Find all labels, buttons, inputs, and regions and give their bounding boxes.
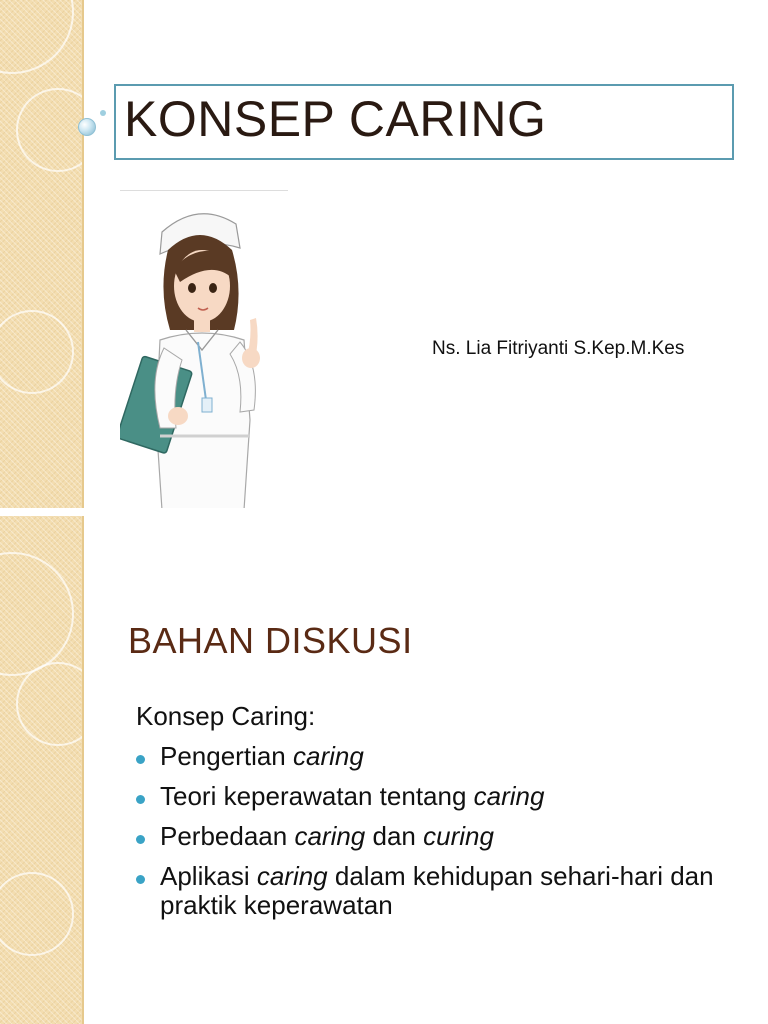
decorative-ring	[0, 872, 74, 956]
slide-title-text: KONSEP CARING	[124, 91, 547, 147]
nurse-illustration-icon	[120, 190, 290, 512]
slide-heading: BAHAN DISKUSI	[128, 620, 413, 661]
author-name: Ns. Lia Fitriyanti S.Kep.M.Kes	[432, 338, 685, 359]
decorative-ring	[0, 310, 74, 394]
title-box	[114, 84, 734, 160]
decorative-ring	[0, 552, 74, 676]
bubble-decoration-icon	[100, 110, 106, 116]
bullet-dot-icon	[136, 875, 145, 884]
decorative-sidebar	[0, 512, 84, 1024]
list-item: Teori keperawatan tentang caring	[136, 782, 736, 812]
decorative-ring	[0, 0, 74, 74]
decorative-ring	[16, 662, 100, 746]
list-item: Pengertian caring	[136, 742, 736, 772]
list-item: Aplikasi caring dalam kehidupan sehari-hari dan praktik keperawatan	[136, 862, 736, 922]
bullet-dot-icon	[136, 795, 145, 804]
content-body	[136, 702, 736, 931]
slide-separator	[0, 508, 768, 516]
decorative-sidebar	[0, 0, 84, 512]
bullet-dot-icon	[136, 835, 145, 844]
sidebar-edge	[82, 0, 84, 512]
list-item: Perbedaan caring dan curing	[136, 822, 736, 852]
bubble-decoration-icon	[78, 118, 96, 136]
bullet-dot-icon	[136, 755, 145, 764]
intro-text: Konsep Caring:	[136, 701, 316, 731]
sidebar-edge	[82, 512, 84, 1024]
slide-discussion	[0, 512, 768, 1024]
